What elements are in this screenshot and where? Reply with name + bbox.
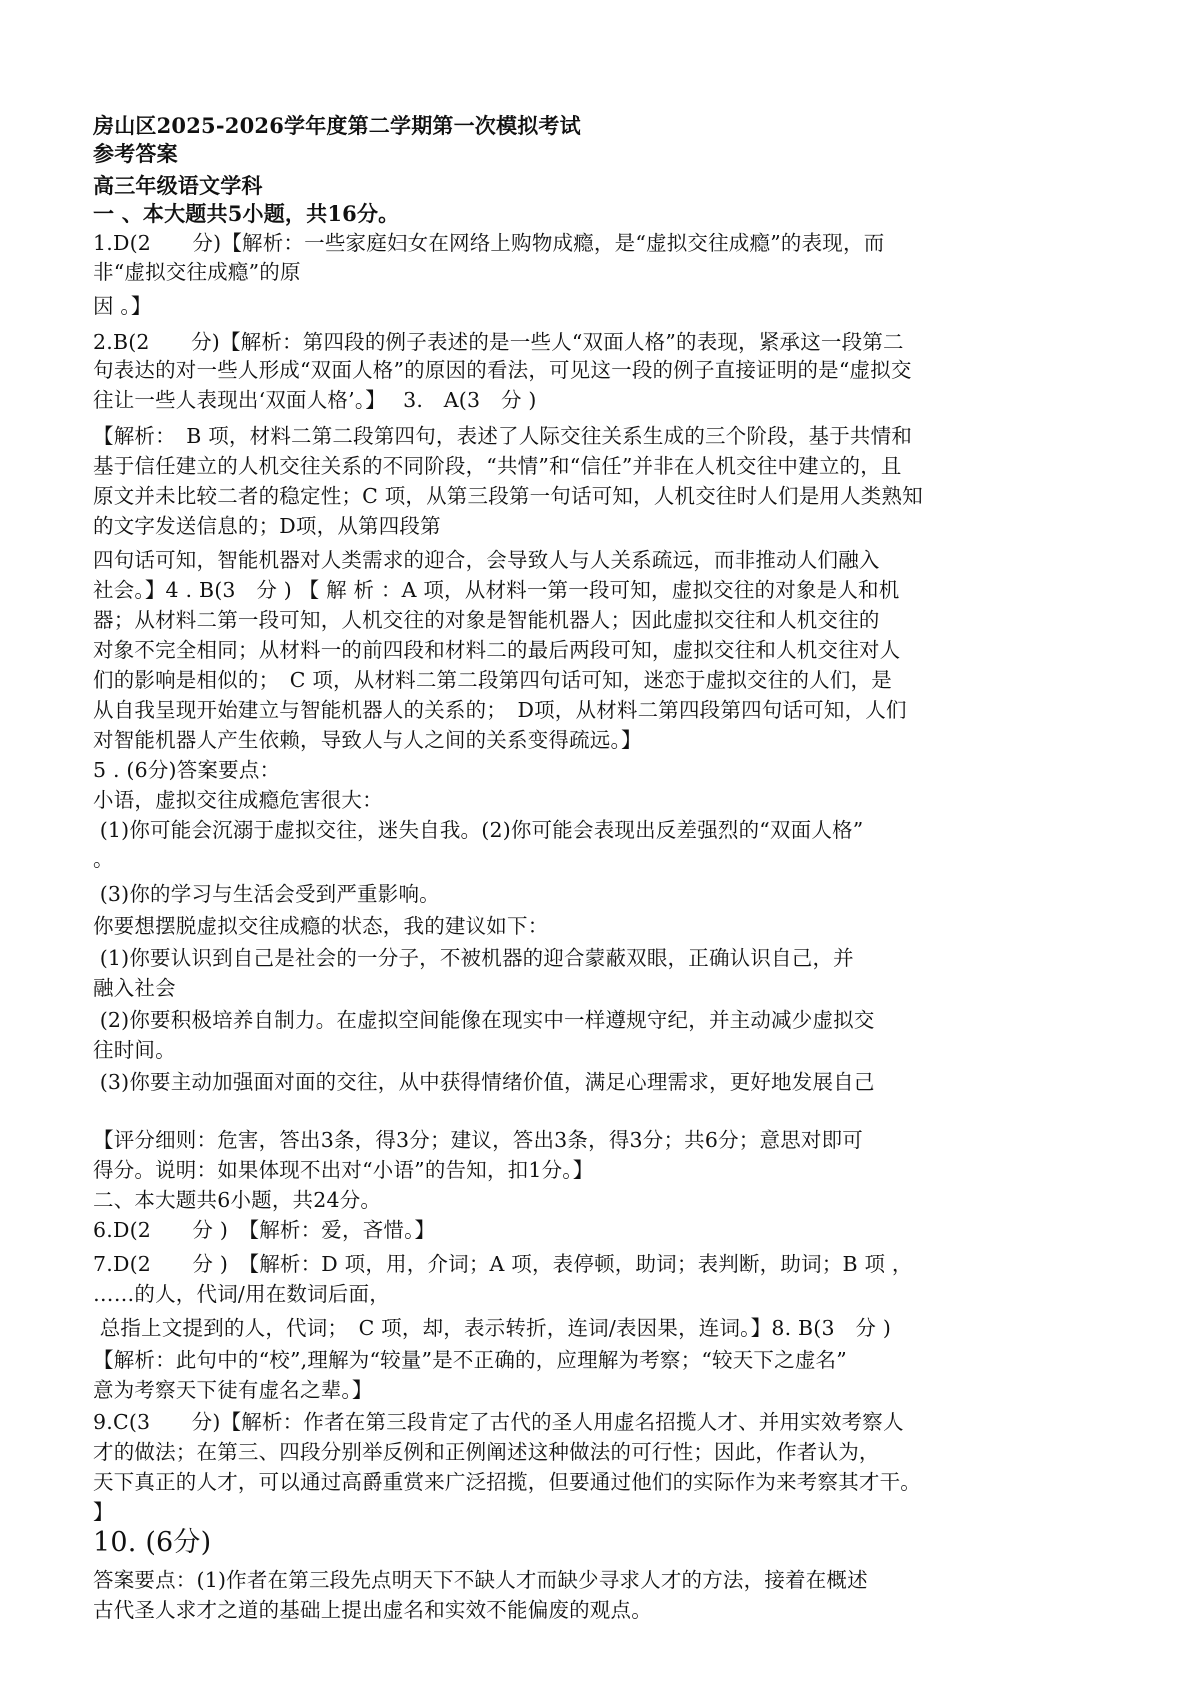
answer-line: 得分。说明：如果体现不出对“小语”的告知，扣1分。】 <box>93 1158 594 1182</box>
answer-line: 你要想摆脱虚拟交往成瘾的状态，我的建议如下： <box>93 914 549 938</box>
answer-line: 四句话可知，智能机器对人类需求的迎合，会导致人与人关系疏远，而非推动人们融入 <box>93 548 880 572</box>
answer-line: 对智能机器人产生依赖，导致人与人之间的关系变得疏远。】 <box>93 728 642 752</box>
section-1-heading: 一 、本大题共5小题，共16分。 <box>93 201 400 226</box>
answer-line: (3)你的学习与生活会受到严重影响。 <box>93 882 440 906</box>
answer-line: 答案要点：(1)作者在第三段先点明天下不缺人才而缺少寻求人才的方法，接着在概述 <box>93 1568 868 1592</box>
answer-line: 7.D(2 分 ) 【解析：D 项，用，介词；A 项，表停顿，助词；表判断，助词；B 项 ， <box>93 1252 913 1276</box>
answer-line: 句表达的对一些人形成“双面人格”的原因的看法，可见这一段的例子直接证明的是“虚拟交 <box>93 358 912 382</box>
answer-line: 非“虚拟交往成瘾”的原 <box>93 260 301 284</box>
answer-line: 器；从材料二第一段可知，人机交往的对象是智能机器人；因此虚拟交往和人机交往的 <box>93 608 880 632</box>
answer-line: 的文字发送信息的；D项，从第四段第 <box>93 514 441 538</box>
answer-line: 才的做法；在第三、四段分别举反例和正例阐述这种做法的可行性；因此，作者认为， <box>93 1440 880 1464</box>
answer-line: 融入社会 <box>93 976 176 1000</box>
answer-line: 总指上文提到的人，代词； C 项，却，表示转折，连词/表因果，连词。】8. B(3 分 ) <box>93 1316 892 1340</box>
answer-line: 社会。】4 . B(3 分 ) 【 解 析 ：A 项，从材料一第一段可知，虚拟交往的对象是人和机 <box>93 578 900 602</box>
answer-line: 从自我呈现开始建立与智能机器人的关系的； D项，从材料二第四段第四句话可知，人们 <box>93 698 907 722</box>
answer-line: 2.B(2 分)【解析：第四段的例子表述的是一些人“双面人格”的表现，紧承这一段第二 <box>93 330 904 354</box>
answer-line: (1)你可能会沉溺于虚拟交往，迷失自我。(2)你可能会表现出反差强烈的“双面人格” <box>93 818 864 842</box>
answer-line: 【评分细则：危害，答出3条，得3分；建议，答出3条，得3分；共6分；意思对即可 <box>93 1128 864 1152</box>
answer-line: 往时间。 <box>93 1038 176 1062</box>
answer-line: 因 。】 <box>93 294 152 318</box>
answer-key-label: 参考答案 <box>93 141 178 166</box>
answer-line: (3)你要主动加强面对面的交往，从中获得情绪价值，满足心理需求，更好地发展自己 <box>93 1070 875 1094</box>
answer-line: 天下真正的人才，可以通过高爵重赏来广泛招揽，但要通过他们的实际作为来考察其才干。 <box>93 1470 921 1494</box>
answer-line: 们的影响是相似的； C 项，从材料二第二段第四句话可知，迷恋于虚拟交往的人们，是 <box>93 668 892 692</box>
answer-line: 5 . (6分)答案要点： <box>93 758 281 782</box>
subject-label: 高三年级语文学科 <box>93 173 263 198</box>
answer-line: (2)你要积极培养自制力。在虚拟空间能像在现实中一样遵规守纪，并主动减少虚拟交 <box>93 1008 875 1032</box>
answer-line: 【解析：此句中的“校”,理解为“较量”是不正确的，应理解为考察；“较天下之虚名” <box>93 1348 847 1372</box>
answer-line: 基于信任建立的人机交往关系的不同阶段，“共情”和“信任”并非在人机交往中建立的，且 <box>93 454 902 478</box>
section-2-heading: 二、本大题共6小题，共24分。 <box>93 1188 382 1212</box>
answer-line: 小语，虚拟交往成瘾危害很大： <box>93 788 383 812</box>
answer-line: 9.C(3 分)【解析：作者在第三段肯定了古代的圣人用虚名招揽人才、并用实效考察人 <box>93 1410 904 1434</box>
answer-line: 】 <box>93 1500 114 1524</box>
exam-title: 房山区2025-2026学年度第二学期第一次模拟考试 <box>93 113 581 138</box>
answer-line: 对象不完全相同；从材料一的前四段和材料二的最后两段可知，虚拟交往和人机交往对人 <box>93 638 901 662</box>
answer-line: 古代圣人求才之道的基础上提出虚名和实效不能偏废的观点。 <box>93 1598 652 1622</box>
answer-line: 意为考察天下徒有虚名之辈。】 <box>93 1378 373 1402</box>
answer-line: (1)你要认识到自己是社会的一分子，不被机器的迎合蒙蔽双眼，正确认识自己，并 <box>93 946 854 970</box>
question-10-heading: 10. (6分) <box>93 1527 212 1558</box>
answer-line: 。 <box>93 847 114 871</box>
answer-line: 【解析： B 项，材料二第二段第四句，表述了人际交往关系生成的三个阶段，基于共情和 <box>93 424 913 448</box>
answer-line: 原文并未比较二者的稳定性；C 项，从第三段第一句话可知，人机交往时人们是用人类熟知 <box>93 484 923 508</box>
answer-line: 6.D(2 分 ) 【解析：爱，吝惜。】 <box>93 1218 436 1242</box>
answer-line: ……的人，代词/用在数词后面， <box>93 1282 390 1306</box>
answer-line: 往让一些人表现出‘双面人格’。】 3. A(3 分 ) <box>93 388 537 412</box>
answer-line: 1.D(2 分)【解析：一些家庭妇女在网络上购物成瘾，是“虚拟交往成瘾”的表现，而 <box>93 231 885 255</box>
